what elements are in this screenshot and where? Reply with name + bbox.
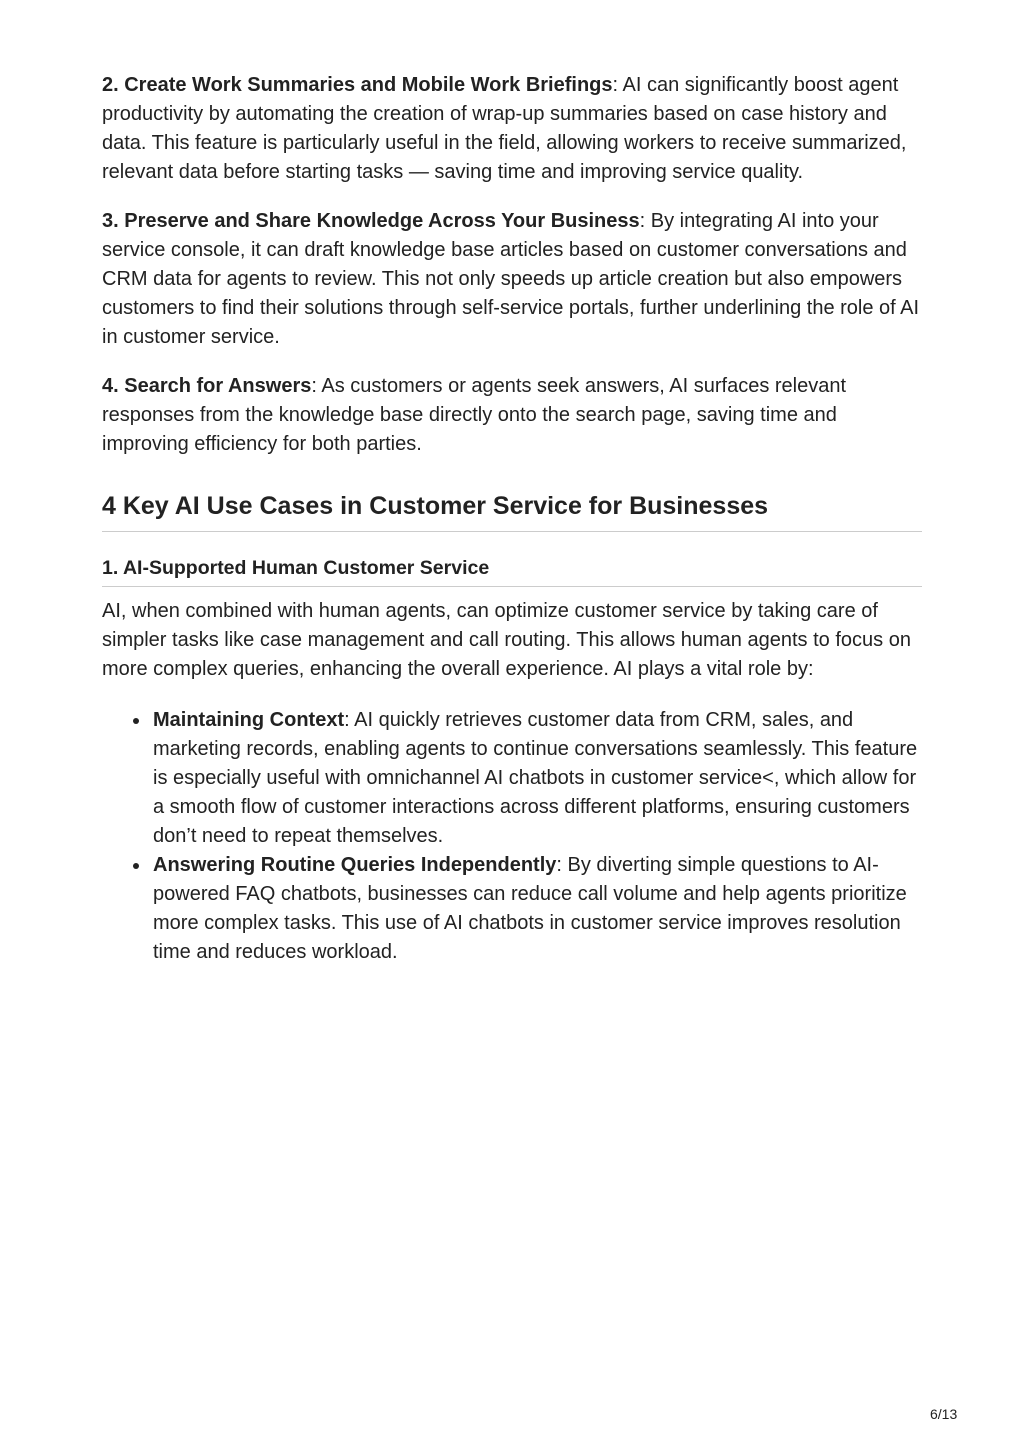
- section-heading: 4 Key AI Use Cases in Customer Service for Businesses: [102, 489, 922, 532]
- bullet-icon: [133, 863, 139, 869]
- list-item-title: Maintaining Context: [153, 709, 345, 731]
- page-number: 6/13: [930, 1406, 958, 1422]
- section-intro: AI, when combined with human agents, can optimize customer service by taking care of simpler tasks like case management and call routing. This allows human agents to focus on more complex queries, enhancing the overall experience. AI plays a vital role by:: [102, 600, 911, 680]
- document-body: [102, 71, 922, 967]
- paragraph-preserve-knowledge: [102, 207, 922, 352]
- use-case-list: [102, 706, 922, 967]
- paragraph-heading: 2. Create Work Summaries and Mobile Work Briefings: [102, 74, 613, 96]
- list-item-maintaining-context: [153, 706, 922, 851]
- paragraph-work-summaries: [102, 71, 922, 187]
- paragraph-text: : By integrating AI into your service console, it can draft knowledge base articles based on customer conversations and CRM data for agents to review. This not only speeds up article creation but also empowers customers to find their solutions through self-service portals, further underlining the role of AI in customer service.: [102, 210, 920, 348]
- list-item-text: : AI quickly retrieves customer data from CRM, sales, and marketing records, enabling agents to continue conversations seamlessly. This feature is especially useful with omnichannel AI chatbots in customer service<, which allow for a smooth flow of customer interactions across different platforms, ensuring customers don’t need to repeat themselves.: [153, 709, 918, 847]
- paragraph-heading: 4. Search for Answers: [102, 375, 312, 397]
- paragraph-search-answers: [102, 372, 922, 459]
- subsection-heading: 1. AI-Supported Human Customer Service: [102, 554, 922, 587]
- bullet-icon: [133, 718, 139, 724]
- paragraph-text: : As customers or agents seek answers, AI surfaces relevant responses from the knowledge base directly onto the search page, saving time and improving efficiency for both parties.: [102, 375, 847, 455]
- paragraph-text: : AI can significantly boost agent productivity by automating the creation of wrap-up summaries based on case history and data. This feature is particularly useful in the field, allowing workers to receive summarized, relevant data before starting tasks — saving time and improving service quality.: [102, 74, 907, 183]
- paragraph-heading: 3. Preserve and Share Knowledge Across Your Business: [102, 210, 640, 232]
- list-item-routine-queries: [153, 851, 922, 967]
- list-item-text: : By diverting simple questions to AI-powered FAQ chatbots, businesses can reduce call volume and help agents prioritize more complex tasks. This use of AI chatbots in customer service improves resolution time and reduces workload.: [153, 854, 907, 963]
- list-item-title: Answering Routine Queries Independently: [153, 854, 557, 876]
